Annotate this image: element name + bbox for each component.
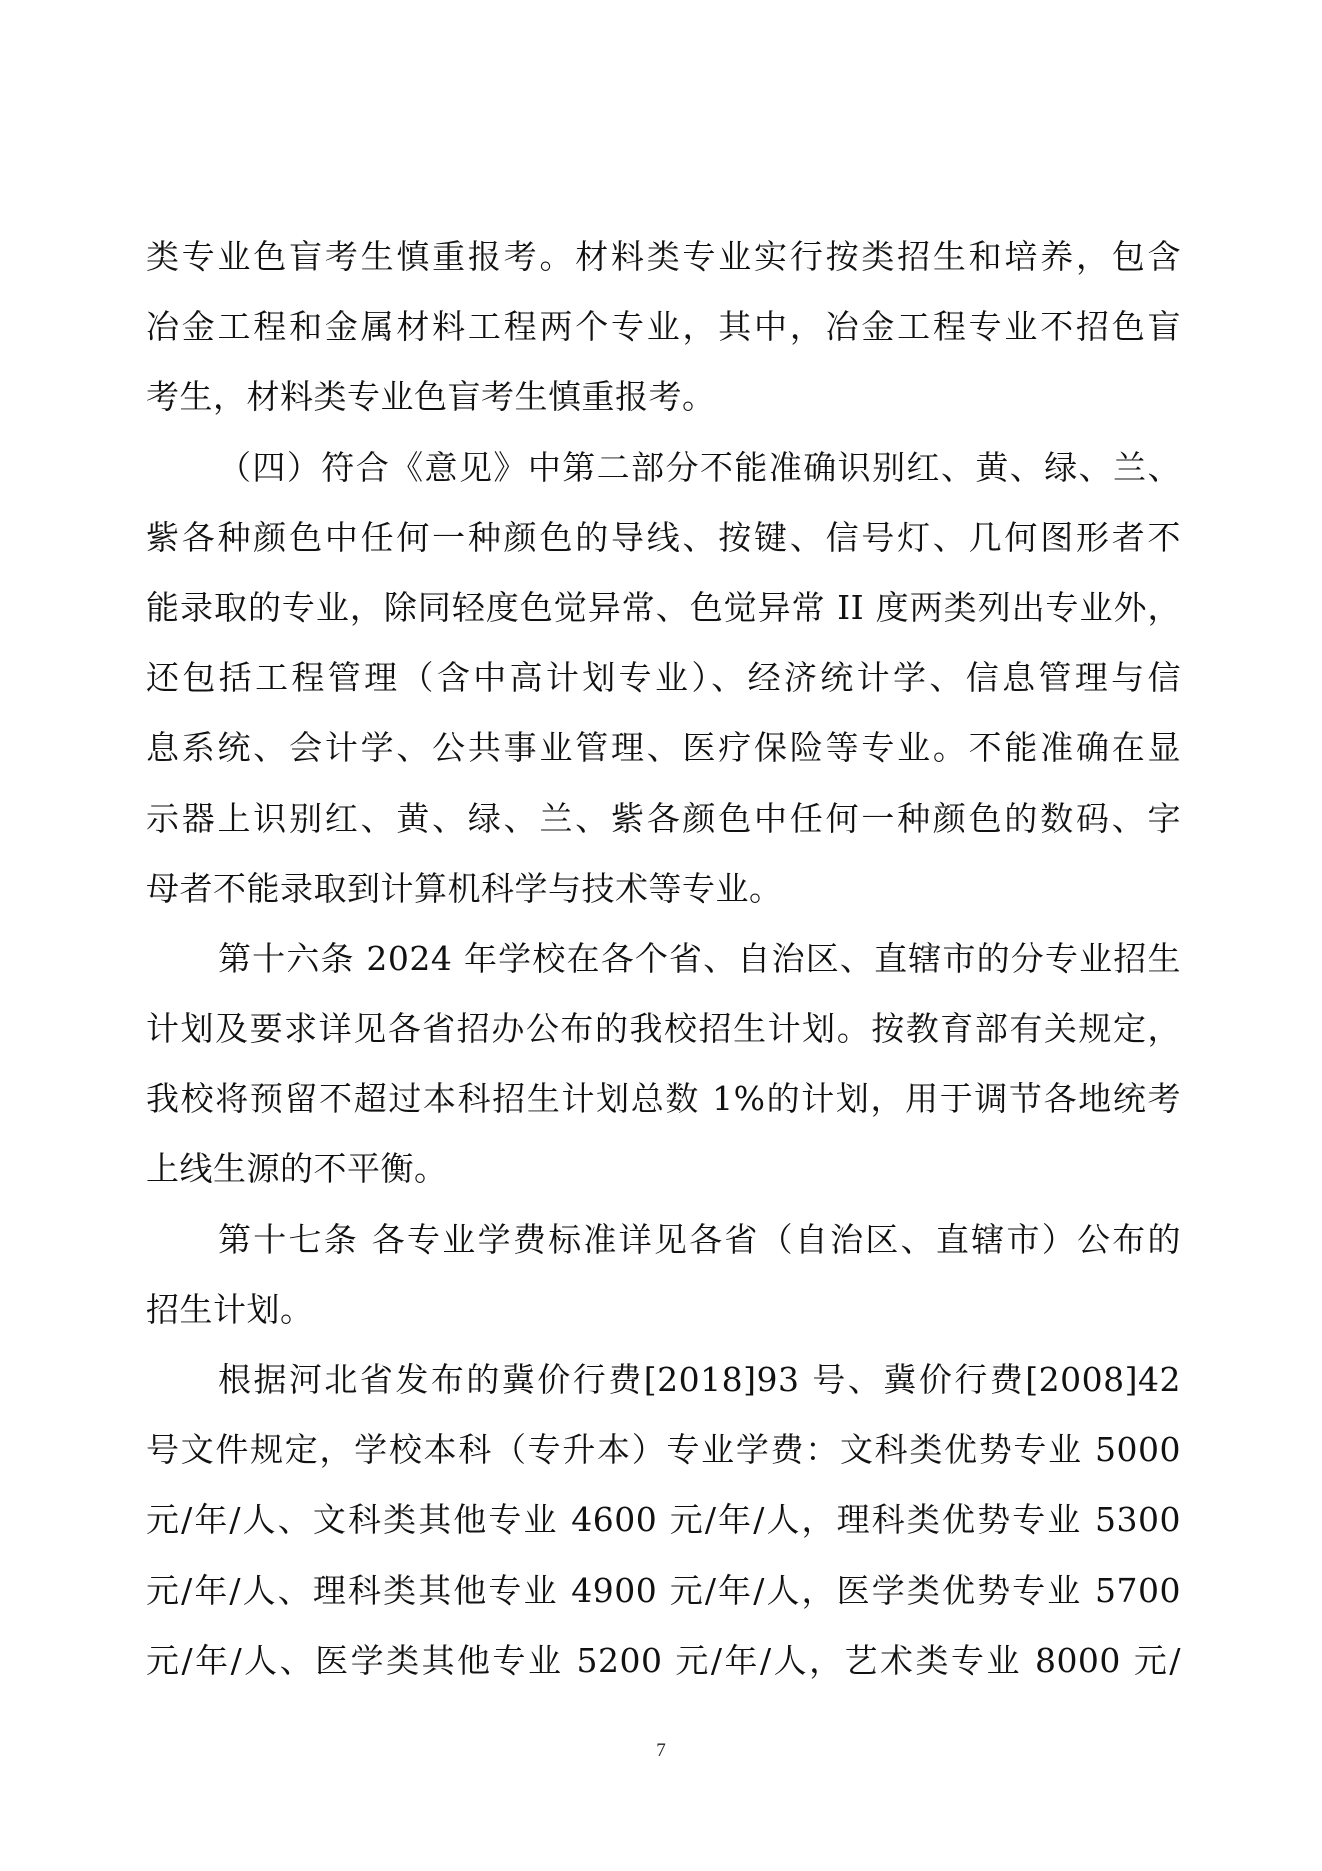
text-line: 还包括工程管理（含中高计划专业）、经济统计学、信息管理与信 xyxy=(146,658,1181,698)
page-number: 7 xyxy=(656,1740,666,1761)
text-line: 元/年/人、理科类其他专业 4900 元/年/人，医学类优势专业 5700 xyxy=(146,1570,1181,1610)
text-line: 能录取的专业，除同轻度色觉异常、色觉异常 II 度两类列出专业外， xyxy=(146,587,1181,627)
text-line: 我校将预留不超过本科招生计划总数 1%的计划，用于调节各地统考 xyxy=(146,1079,1181,1119)
text-line: 息系统、会计学、公共事业管理、医疗保险等专业。不能准确在显 xyxy=(146,728,1181,768)
text-line: 母者不能录取到计算机科学与技术等专业。 xyxy=(146,868,783,908)
text-line: 示器上识别红、黄、绿、兰、紫各颜色中任何一种颜色的数码、字 xyxy=(146,798,1181,838)
text-line: 紫各种颜色中任何一种颜色的导线、按键、信号灯、几何图形者不 xyxy=(146,517,1181,557)
text-line: （四）符合《意见》中第二部分不能准确识别红、黄、绿、兰、 xyxy=(218,447,1181,487)
text-line: 计划及要求详见各省招办公布的我校招生计划。按教育部有关规定， xyxy=(146,1009,1181,1049)
text-line: 号文件规定，学校本科（专升本）专业学费：文科类优势专业 5000 xyxy=(146,1430,1181,1470)
text-line: 元/年/人、文科类其他专业 4600 元/年/人，理科类优势专业 5300 xyxy=(146,1500,1181,1540)
text-line: 第十六条 2024 年学校在各个省、自治区、直辖市的分专业招生 xyxy=(218,938,1181,978)
text-line: 元/年/人、医学类其他专业 5200 元/年/人，艺术类专业 8000 元/ xyxy=(146,1640,1181,1680)
text-line: 招生计划。 xyxy=(146,1289,314,1329)
text-line: 第十七条 各专业学费标准详见各省（自治区、直辖市）公布的 xyxy=(218,1219,1181,1259)
text-line: 上线生源的不平衡。 xyxy=(146,1149,448,1189)
text-line: 冶金工程和金属材料工程两个专业，其中，冶金工程专业不招色盲 xyxy=(146,307,1181,347)
text-line: 根据河北省发布的冀价行费[2018]93 号、冀价行费[2008]42 xyxy=(218,1360,1181,1399)
text-line: 考生，材料类专业色盲考生慎重报考。 xyxy=(146,377,716,417)
text-line: 类专业色盲考生慎重报考。材料类专业实行按类招生和培养，包含 xyxy=(146,237,1181,276)
body-text xyxy=(146,222,1181,1696)
